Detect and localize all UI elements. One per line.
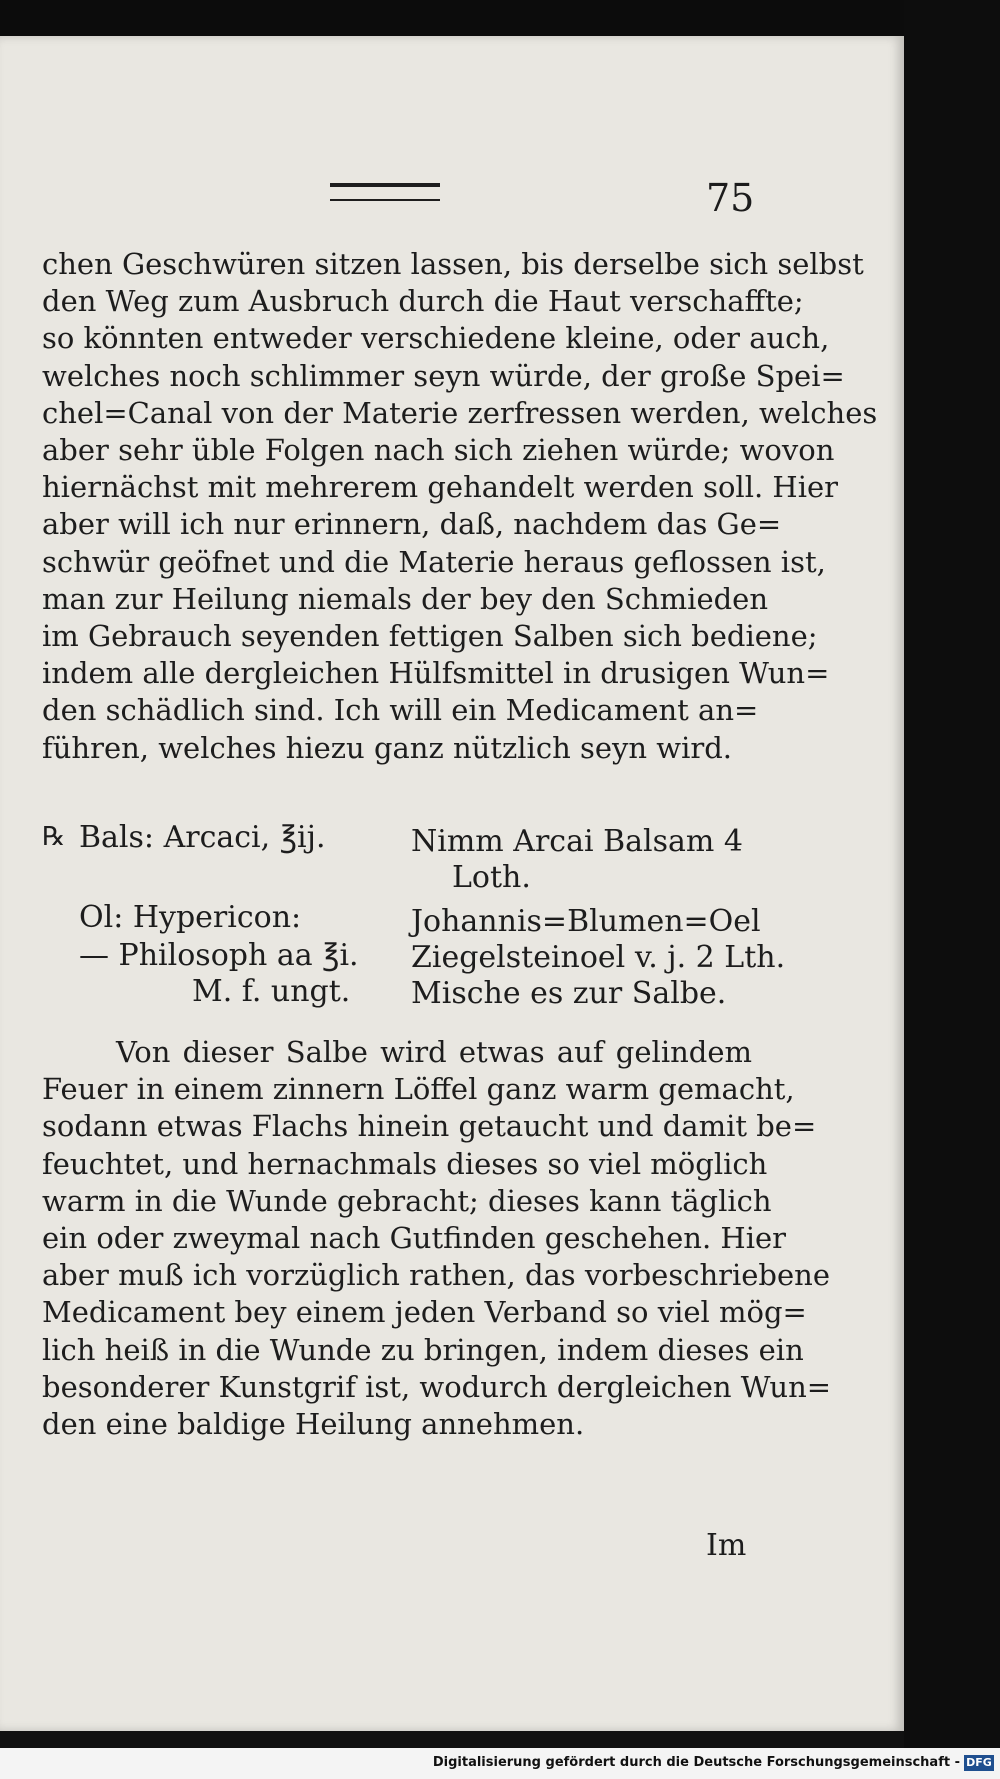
text-line: den Weg zum Ausbruch durch die Haut verschaffte; [42, 284, 804, 319]
text-line: welches noch schlimmer seyn würde, der große Spei= [42, 358, 845, 393]
text-line: aber will ich nur erinnern, daß, nachdem das Ge= [42, 507, 782, 542]
text-line: so könnten entweder verschiedene kleine, oder auch, [42, 321, 830, 356]
catchword: Im [706, 1528, 747, 1563]
recipe-ingredient-german: Ziegelsteinoel v. j. 2 Lth. [411, 940, 786, 975]
funding-notice: Digitalisierung gefördert durch die Deutsche Forschungsgemeinschaft - [432, 1755, 960, 1770]
dfg-logo: DFG [964, 1755, 994, 1771]
recipe-instruction-german: Mische es zur Salbe. [411, 976, 727, 1011]
text-line: aber sehr üble Folgen nach sich ziehen würde; wovon [42, 433, 835, 468]
digitization-footer [0, 1748, 1000, 1779]
text-line: indem alle dergleichen Hülfsmittel in drusigen Wun= [42, 656, 830, 691]
recipe-instruction-latin: M. f. ungt. [192, 974, 351, 1009]
text-line: führen, welches hiezu ganz nützlich seyn wird. [42, 730, 733, 765]
recipe-symbol: ℞ [42, 822, 66, 852]
text-line: Feuer in einem zinnern Löffel ganz warm gemacht, [42, 1072, 795, 1107]
text-line: chel=Canal von der Materie zerfressen werden, welches [42, 395, 878, 430]
recipe-ingredient-latin: — Philosoph aa ℥i. [79, 938, 359, 973]
text-line: chen Geschwüren sitzen lassen, bis derselbe sich selbst [42, 247, 864, 281]
text-line: Von dieser Salbe wird etwas auf gelindem [116, 1035, 752, 1069]
book-page [0, 36, 904, 1731]
recipe-ingredient-latin: Bals: Arcaci, ℥ij. [79, 820, 326, 855]
recipe-ingredient-german: Johannis=Blumen=Oel [411, 904, 761, 939]
header-rule [330, 183, 440, 201]
text-line: den schädlich sind. Ich will ein Medicament an= [42, 693, 759, 728]
recipe-ingredient-german: Nimm Arcai Balsam 4 [411, 824, 743, 859]
text-line: aber muß ich vorzüglich rathen, das vorbeschriebene [42, 1258, 830, 1293]
text-line: besonderer Kunstgrif ist, wodurch dergleichen Wun= [42, 1369, 832, 1404]
text-line: Medicament bey einem jeden Verband so viel mög= [42, 1295, 807, 1330]
page-number: 75 [706, 176, 755, 220]
paragraph-1 [42, 246, 878, 767]
text-line: feuchtet, und hernachmals dieses so viel möglich [42, 1146, 768, 1181]
recipe-ingredient-german-cont: Loth. [452, 860, 531, 895]
text-line: warm in die Wunde gebracht; dieses kann täglich [42, 1183, 772, 1218]
text-line: sodann etwas Flachs hinein getaucht und damit be= [42, 1109, 817, 1144]
scan-border-top [0, 0, 1000, 36]
recipe-ingredient-latin: Ol: Hypericon: [79, 900, 302, 935]
recipe-block [42, 820, 786, 1020]
text-line: im Gebrauch seyenden fettigen Salben sich bediene; [42, 619, 818, 654]
text-line: ein oder zweymal nach Gutfinden geschehen. Hier [42, 1221, 787, 1256]
text-line: lich heiß in die Wunde zu bringen, indem dieses ein [42, 1332, 804, 1367]
text-line: hiernächst mit mehrerem gehandelt werden soll. Hier [42, 470, 838, 505]
paragraph-2 [42, 1034, 832, 1443]
text-line: man zur Heilung niemals der bey den Schmieden [42, 581, 769, 616]
text-line: schwür geöfnet und die Materie heraus geflossen ist, [42, 544, 826, 579]
scan-border-right [904, 0, 1000, 1779]
text-line: den eine baldige Heilung annehmen. [42, 1407, 585, 1442]
